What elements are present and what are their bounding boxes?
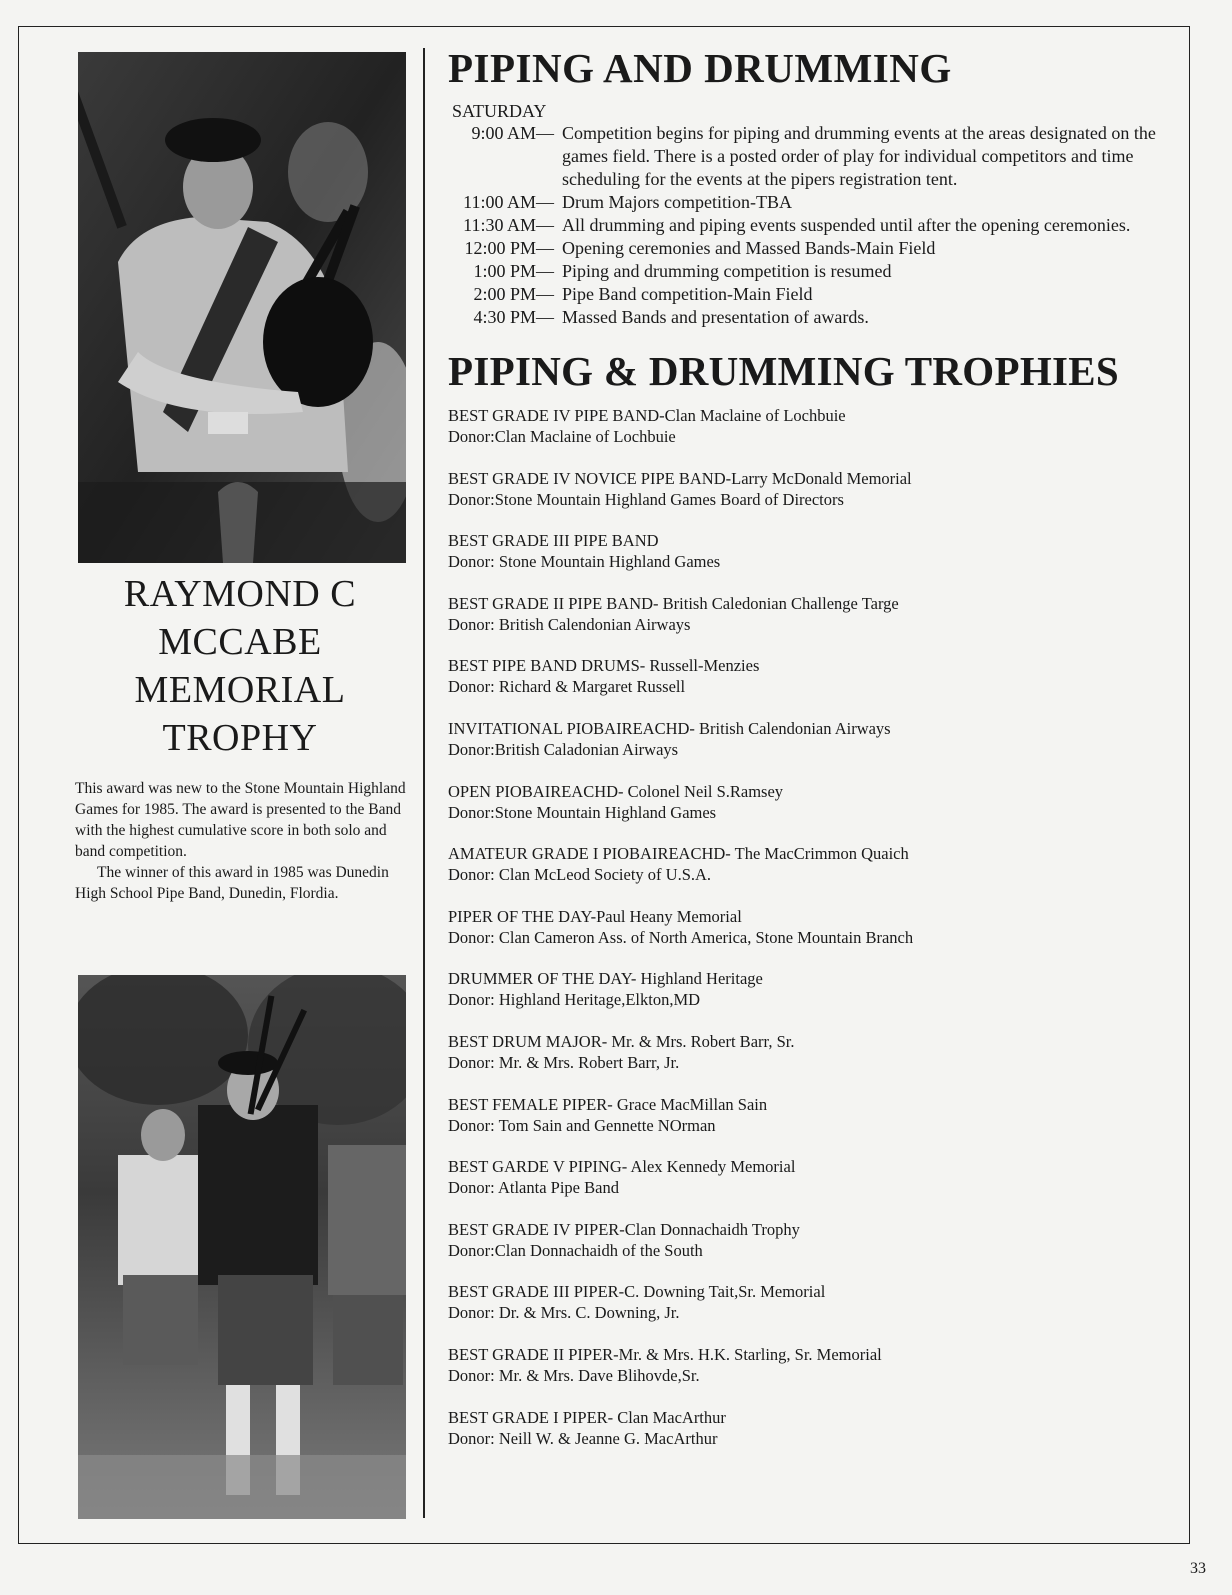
trophy-title: RAYMOND C MCCABE MEMORIAL TROPHY <box>123 573 357 759</box>
trophy-award: BEST GRADE IV PIPE BAND-Clan Maclaine of Lochbuie <box>448 406 846 425</box>
schedule-item <box>448 283 1188 306</box>
trophy-award: BEST GARDE V PIPING- Alex Kennedy Memorial <box>448 1157 796 1177</box>
trophies-title: PIPING & DRUMMING TROPHIES <box>448 348 1120 394</box>
trophy-item <box>448 968 1188 1031</box>
schedule-description: Competition begins for piping and drumming events at the areas designated on the games field. There is a posted order of play for individual competitors and time scheduling for the events at the pipers registration tent. <box>562 123 1156 189</box>
schedule-day: SATURDAY <box>452 101 547 121</box>
trophy-donor: Donor: Stone Mountain Highland Games <box>448 552 721 572</box>
trophy-item <box>448 593 1188 656</box>
schedule-description: Opening ceremonies and Massed Bands-Main Field <box>562 238 936 258</box>
trophy-award: OPEN PIOBAIREACHD- Colonel Neil S.Ramsey <box>448 781 784 801</box>
trophy-item <box>448 1094 1188 1157</box>
trophy-award: INVITATIONAL PIOBAIREACHD- British Calendonian Airways <box>448 718 891 738</box>
trophy-award: BEST GRADE III PIPER-C. Downing Tait,Sr. Memorial <box>448 1282 826 1302</box>
piping-drumming-title: PIPING AND DRUMMING <box>448 45 952 91</box>
page-number: 33 <box>1190 1560 1206 1577</box>
trophy-item <box>448 1281 1188 1344</box>
piper-photo <box>78 52 406 563</box>
schedule-time: 12:00 PM— <box>464 238 554 258</box>
trophy-donor: Donor: Dr. & Mrs. C. Downing, Jr. <box>448 1303 680 1323</box>
column-divider <box>423 48 425 1518</box>
schedule-list <box>448 122 1188 329</box>
trophy-item <box>448 1156 1188 1219</box>
trophy-donor: Donor:British Caladonian Airways <box>448 739 679 759</box>
schedule-time: 11:00 AM— <box>463 192 554 212</box>
trophy-item <box>448 530 1188 593</box>
trophy-item <box>448 468 1188 531</box>
schedule-time: 2:00 PM— <box>473 284 554 304</box>
schedule-description: All drumming and piping events suspended until after the opening ceremonies. <box>562 215 1131 235</box>
trophy-item <box>448 1407 1188 1470</box>
schedule-item <box>448 260 1188 283</box>
schedule-item <box>448 237 1188 260</box>
trophy-description <box>75 778 410 904</box>
schedule-time: 4:30 PM— <box>473 307 554 327</box>
trophy-donor: Donor: Tom Sain and Gennette NOrman <box>448 1115 716 1135</box>
schedule-item <box>448 306 1188 329</box>
trophy-donor: Donor: Clan Cameron Ass. of North America, Stone Mountain Branch <box>448 927 914 947</box>
trophy-list <box>448 405 1188 1469</box>
trophy-donor: Donor: Richard & Margaret Russell <box>448 677 686 697</box>
trophy-award: BEST DRUM MAJOR- Mr. & Mrs. Robert Barr, Sr. <box>448 1031 795 1051</box>
trophy-donor: Donor:Clan Maclaine of Lochbuie <box>448 427 676 446</box>
schedule-time: 11:30 AM— <box>463 215 554 235</box>
schedule-time: 9:00 AM— <box>471 123 554 143</box>
trophy-award: BEST GRADE IV PIPER-Clan Donnachaidh Trophy <box>448 1219 800 1239</box>
trophy-winner-paragraph: The winner of this award in 1985 was Dunedin High School Pipe Band, Dunedin, Flordia. <box>75 864 389 902</box>
trophy-award: BEST GRADE II PIPE BAND- British Caledonian Challenge Targe <box>448 593 899 613</box>
trophy-award: BEST FEMALE PIPER- Grace MacMillan Sain <box>448 1094 768 1114</box>
trophy-item <box>448 655 1188 718</box>
trophy-award: AMATEUR GRADE I PIOBAIREACHD- The MacCrimmon Quaich <box>448 844 909 864</box>
trophy-item <box>448 1219 1188 1282</box>
trophy-donor: Donor: Highland Heritage,Elkton,MD <box>448 990 701 1010</box>
trophy-item <box>448 405 1188 468</box>
trophy-donor: Donor: Mr. & Mrs. Robert Barr, Jr. <box>448 1052 680 1072</box>
trophy-donor: Donor: Neill W. & Jeanne G. MacArthur <box>448 1428 718 1448</box>
schedule-description: Drum Majors competition-TBA <box>562 192 792 212</box>
trophy-item <box>448 1031 1188 1094</box>
trophy-item <box>448 718 1188 781</box>
schedule-item <box>448 122 1188 191</box>
trophy-item <box>448 1344 1188 1407</box>
trophy-paragraph: This award was new to the Stone Mountain Highland Games for 1985. The award is presented to the Band with the highest cumulative score in both solo and band competition. <box>75 780 406 860</box>
trophy-donor: Donor:Stone Mountain Highland Games <box>448 802 717 822</box>
trophy-donor: Donor: British Calendonian Airways <box>448 614 691 634</box>
trophy-donor: Donor: Mr. & Mrs. Dave Blihovde,Sr. <box>448 1365 700 1385</box>
trophy-award: BEST PIPE BAND DRUMS- Russell-Menzies <box>448 656 760 676</box>
schedule-item <box>448 214 1188 237</box>
trophy-item <box>448 843 1188 906</box>
schedule-item <box>448 191 1188 214</box>
trophy-award: BEST GRADE IV NOVICE PIPE BAND-Larry McDonald Memorial <box>448 468 912 488</box>
trophy-award: DRUMMER OF THE DAY- Highland Heritage <box>448 969 763 989</box>
trophy-item <box>448 906 1188 969</box>
schedule-description: Pipe Band competition-Main Field <box>562 284 813 304</box>
trophy-donor: Donor:Clan Donnachaidh of the South <box>448 1240 703 1260</box>
right-column <box>448 40 1188 1469</box>
schedule-description: Piping and drumming competition is resumed <box>562 261 892 281</box>
schedule-description: Massed Bands and presentation of awards. <box>562 307 869 327</box>
trophy-item <box>448 781 1188 844</box>
trophy-donor: Donor:Stone Mountain Highland Games Board of Directors <box>448 489 844 509</box>
schedule-time: 1:00 PM— <box>473 261 554 281</box>
trophy-award: BEST GRADE III PIPE BAND <box>448 531 659 551</box>
trophy-donor: Donor: Atlanta Pipe Band <box>448 1178 619 1198</box>
trophy-award: BEST GRADE II PIPER-Mr. & Mrs. H.K. Starling, Sr. Memorial <box>448 1344 882 1364</box>
trophy-award: BEST GRADE I PIPER- Clan MacArthur <box>448 1407 726 1427</box>
trophy-donor: Donor: Clan McLeod Society of U.S.A. <box>448 865 712 885</box>
trophy-award: PIPER OF THE DAY-Paul Heany Memorial <box>448 906 742 926</box>
pipe-band-photo <box>78 975 406 1519</box>
